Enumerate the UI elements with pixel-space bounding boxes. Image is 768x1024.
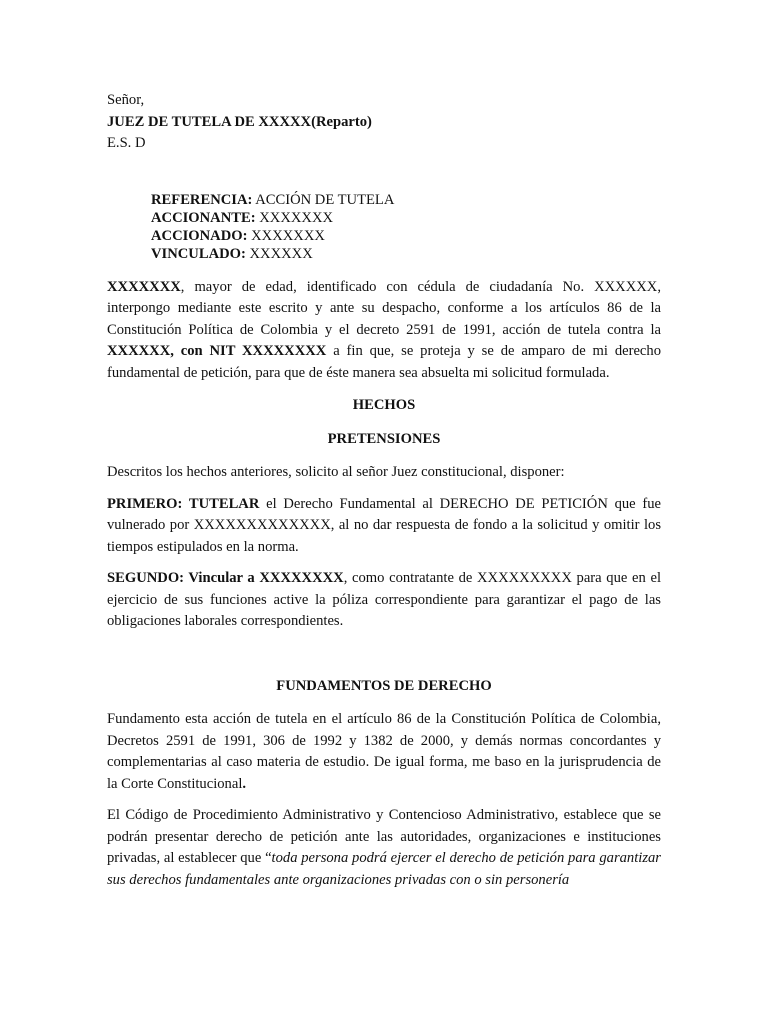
fundamento-paragraph bbox=[107, 709, 661, 795]
salutation-closing: E.S. D bbox=[107, 135, 146, 151]
heading-fundamentos: FUNDAMENTOS DE DERECHO bbox=[276, 677, 492, 694]
segundo-label: SEGUNDO: Vincular a XXXXXXXX bbox=[107, 570, 344, 586]
segundo-text: , como contratante de XXXXXXXXX para que en el ejercicio de sus funciones active la póliza correspondiente para garantizar el pago de las obligaciones laborales correspondientes. bbox=[107, 570, 662, 629]
accionado-value: XXXXXXX bbox=[247, 227, 325, 244]
heading-hechos: HECHOS bbox=[352, 397, 416, 413]
described-paragraph: Descritos los hechos anteriores, solicito al señor Juez constitucional, disponer: bbox=[107, 464, 565, 480]
codigo-text: El Código de Procedimiento Administrativo y Contencioso Administrativo, establece que se podrán presentar derecho de petición ante las autoridades, organizaciones e instituciones privadas, al establecer que “ bbox=[107, 807, 661, 866]
intro-text: , mayor de edad, identificado con cédula de ciudadanía No. XXXXXX, interpongo mediante este escrito y ante su despacho, conforme a los artículos 86 de la Constitución Política de Colombia y el decreto 2591 de 1991, acción de tutela contra la bbox=[107, 278, 661, 338]
document-body bbox=[107, 90, 661, 891]
fundamento-end: . bbox=[242, 775, 247, 792]
heading-pretensiones: PRETENSIONES bbox=[327, 430, 441, 447]
codigo-quote: toda persona podrá ejercer el derecho de petición para garantizar sus derechos fundamentales ante organizaciones privadas con o sin personería bbox=[107, 850, 661, 888]
accionante-label: ACCIONANTE: bbox=[151, 209, 256, 226]
reference-value: ACCIÓN DE TUTELA bbox=[252, 191, 395, 208]
primero-text: el Derecho Fundamental al DERECHO DE PETICIÓN que fue vulnerado por XXXXXXXXXXXXX, al no dar respuesta de fondo a la solicitud y omitir los tiempos estipulados en la norma. bbox=[107, 495, 661, 555]
reference-line bbox=[151, 191, 661, 209]
reference-block bbox=[107, 191, 661, 263]
accionado-label: ACCIONADO: bbox=[151, 227, 248, 244]
segundo-paragraph bbox=[107, 568, 661, 633]
vinculado-label: VINCULADO: bbox=[151, 245, 246, 262]
defendant-entity: XXXXXX, con NIT XXXXXXXX bbox=[107, 343, 327, 359]
salutation-block bbox=[107, 90, 661, 155]
salutation-line: Señor, bbox=[107, 92, 145, 108]
intro-paragraph bbox=[107, 277, 661, 385]
intro-text-end: a fin que, se proteja y se de amparo de mi derecho fundamental de petición, para que de éste manera sea absuelta mi solicitud formulada. bbox=[107, 343, 661, 381]
fundamento-text: Fundamento esta acción de tutela en el artículo 86 de la Constitución Política de Colombia, Decretos 2591 de 1991, 306 de 1992 y 1382 de 2000, y demás normas concordantes y complementarias al caso materia de estudio. De igual forma, me baso en la jurisprudencia de la Corte Constitucional bbox=[107, 711, 661, 792]
primero-paragraph bbox=[107, 494, 661, 559]
accionante-line bbox=[151, 209, 661, 227]
vinculado-value: XXXXXX bbox=[245, 245, 313, 262]
primero-label: PRIMERO: TUTELAR bbox=[107, 495, 260, 512]
accionante-value: XXXXXXX bbox=[255, 209, 334, 226]
reference-label: REFERENCIA: bbox=[151, 191, 253, 208]
vinculado-line bbox=[151, 245, 661, 263]
claimant-name: XXXXXXX bbox=[107, 278, 181, 295]
addressee-title: JUEZ DE TUTELA DE XXXXX(Reparto) bbox=[107, 113, 372, 130]
accionado-line bbox=[151, 227, 661, 245]
codigo-paragraph bbox=[107, 805, 661, 891]
